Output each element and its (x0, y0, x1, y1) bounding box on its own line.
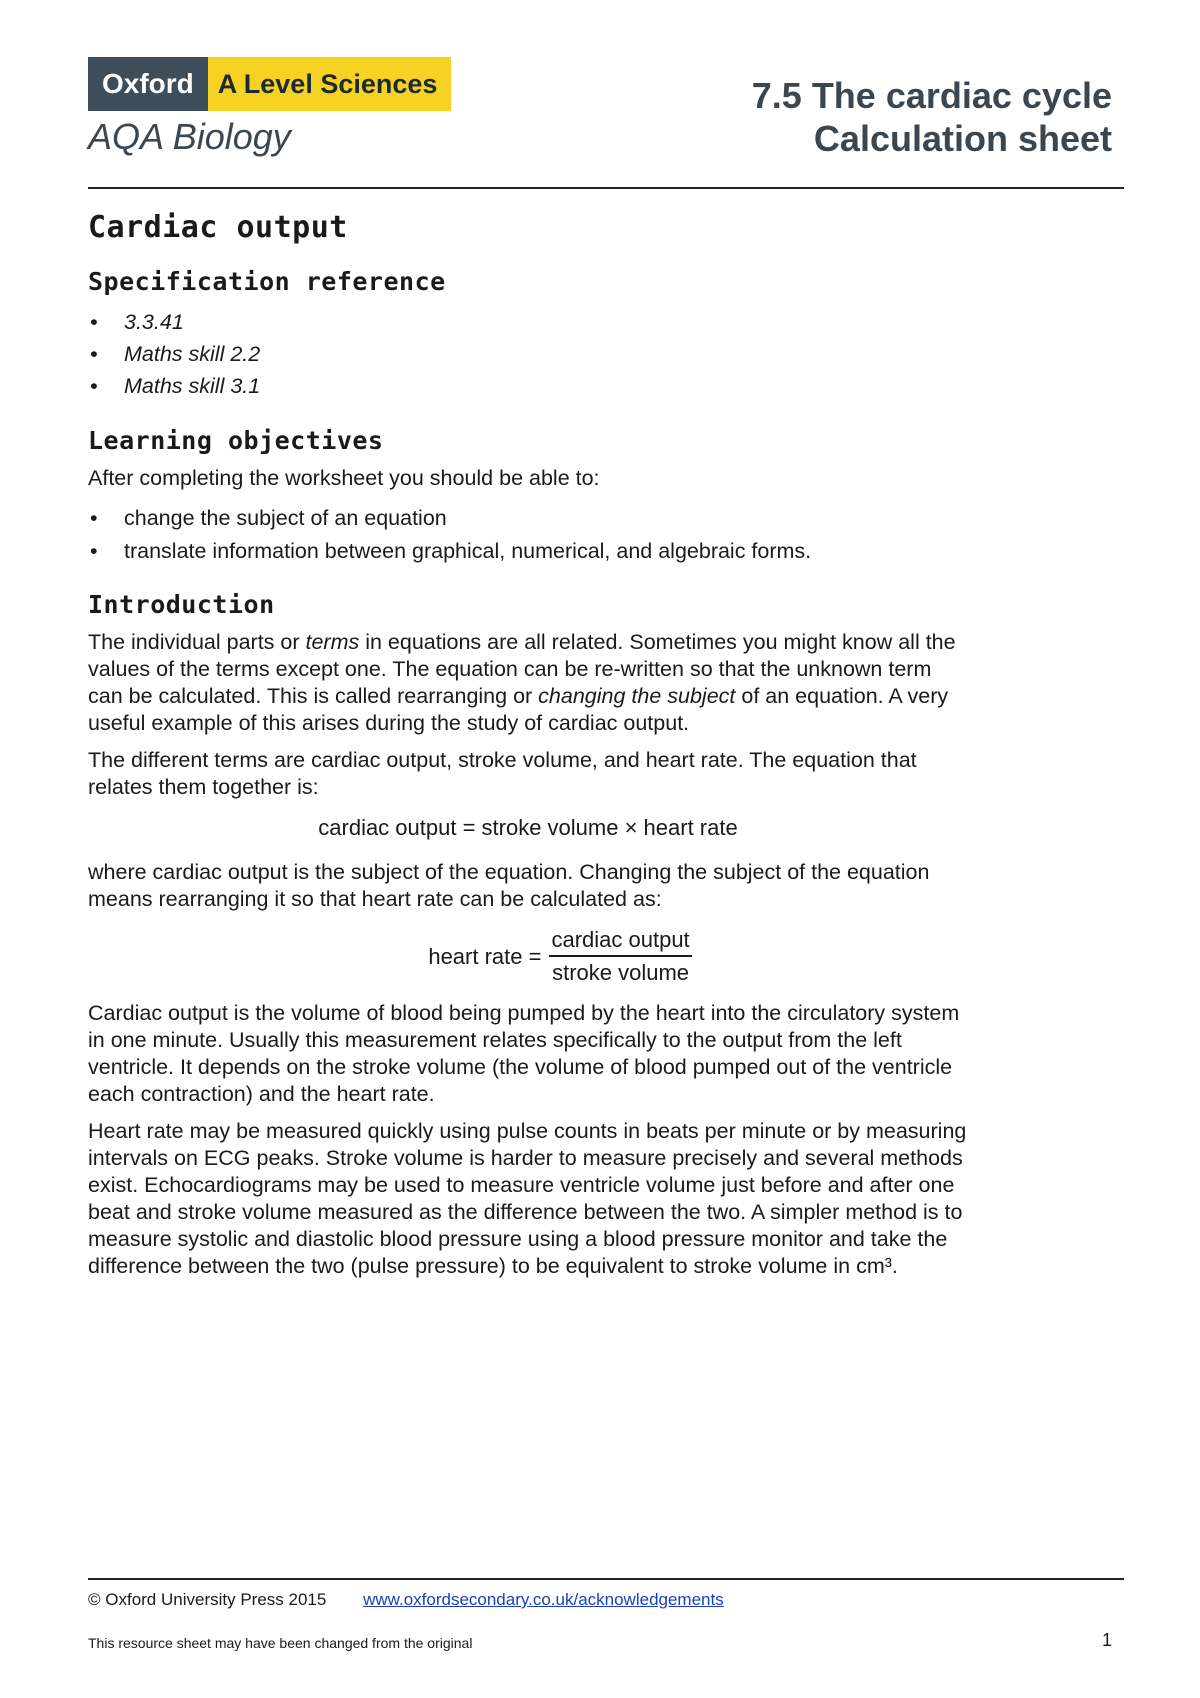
objectives-heading: Learning objectives (88, 426, 384, 455)
main-content (88, 210, 968, 1290)
italic-term: changing the subject (538, 684, 736, 708)
subject-label: AQA Biology (88, 116, 291, 157)
fraction-numerator: cardiac output (549, 927, 691, 957)
list-item (88, 535, 968, 568)
fraction-denominator: stroke volume (552, 960, 690, 985)
footer-note: This resource sheet may have been changed from the original (88, 1635, 473, 1651)
objectives-list (88, 502, 968, 568)
spec-item-text: Maths skill 3.1 (124, 374, 261, 398)
page-title: Cardiac output (88, 210, 348, 245)
intro-paragraph-3: where cardiac output is the subject of the equation. Changing the subject of the equation means rearranging it so that heart rate can be calculated as: (88, 860, 930, 911)
bullet-icon: • (90, 374, 98, 398)
brand-oxford: Oxford (88, 57, 208, 111)
bullet-icon: • (90, 342, 98, 366)
acknowledgements-link[interactable]: www.oxfordsecondary.co.uk/acknowledgements (363, 1590, 724, 1609)
equation-cardiac-output: cardiac output = stroke volume × heart rate (318, 815, 738, 840)
footer-divider (88, 1578, 1124, 1580)
bullet-icon: • (90, 506, 98, 530)
text-run: in equations are all related. Sometimes you might know all the values of the terms except one. The equation can be re-written so that the unknown term can be calculated. This is called rearranging or (88, 630, 956, 708)
copyright-text: © Oxford University Press 2015 (88, 1590, 327, 1609)
spec-list (88, 306, 968, 402)
bullet-icon: • (90, 310, 98, 334)
italic-term: terms (305, 630, 360, 654)
page-number: 1 (1101, 1630, 1112, 1650)
brand-a-level-sciences: A Level Sciences (208, 57, 452, 111)
brand-logo (88, 57, 451, 111)
equation-heart-rate (152, 927, 968, 986)
intro-paragraph-5: Heart rate may be measured quickly using pulse counts in beats per minute or by measuring intervals on ECG peaks. Stroke volume is harder to measure precisely and several methods exist. Echocardiograms may be used to measure ventricle volume just before and after one beat and stroke volume measured as the difference between the two. A simpler method is to measure systolic and diastolic blood pressure using a blood pressure monitor and take the difference between the two (pulse pressure) to be equivalent to stroke volume in cm³. (88, 1119, 967, 1278)
spec-heading: Specification reference (88, 267, 446, 296)
fraction (549, 927, 691, 986)
equation-lhs: heart rate = (428, 943, 542, 969)
list-item (88, 370, 968, 402)
objective-text: translate information between graphical, numerical, and algebraic forms. (124, 539, 812, 563)
title-line-1: 7.5 The cardiac cycle (751, 75, 1112, 116)
document-title (752, 74, 1112, 160)
footer-credits (88, 1590, 724, 1610)
list-item (88, 502, 968, 535)
intro-paragraph-1 (88, 629, 968, 737)
text-run: of an equation. A very useful example of this arises during the study of cardiac output. (88, 684, 949, 735)
spec-item-text: 3.3.41 (124, 310, 184, 334)
intro-paragraph-4: Cardiac output is the volume of blood being pumped by the heart into the circulatory system in one minute. Usually this measurement relates specifically to the output from the left ventricle. It depends on the stroke volume (the volume of blood pumped out of the ventricle each contraction) and the heart rate. (88, 1001, 960, 1106)
spec-item-text: Maths skill 2.2 (124, 342, 261, 366)
header-divider (88, 187, 1124, 189)
title-line-2: Calculation sheet (813, 118, 1112, 159)
objectives-intro: After completing the worksheet you should be able to: (88, 466, 600, 490)
list-item (88, 306, 968, 338)
intro-paragraph-2: The different terms are cardiac output, stroke volume, and heart rate. The equation that relates them together is: (88, 748, 917, 799)
text-run: The individual parts or (88, 630, 306, 654)
list-item (88, 338, 968, 370)
bullet-icon: • (90, 539, 98, 563)
objective-text: change the subject of an equation (124, 506, 447, 530)
introduction-heading: Introduction (88, 590, 275, 619)
